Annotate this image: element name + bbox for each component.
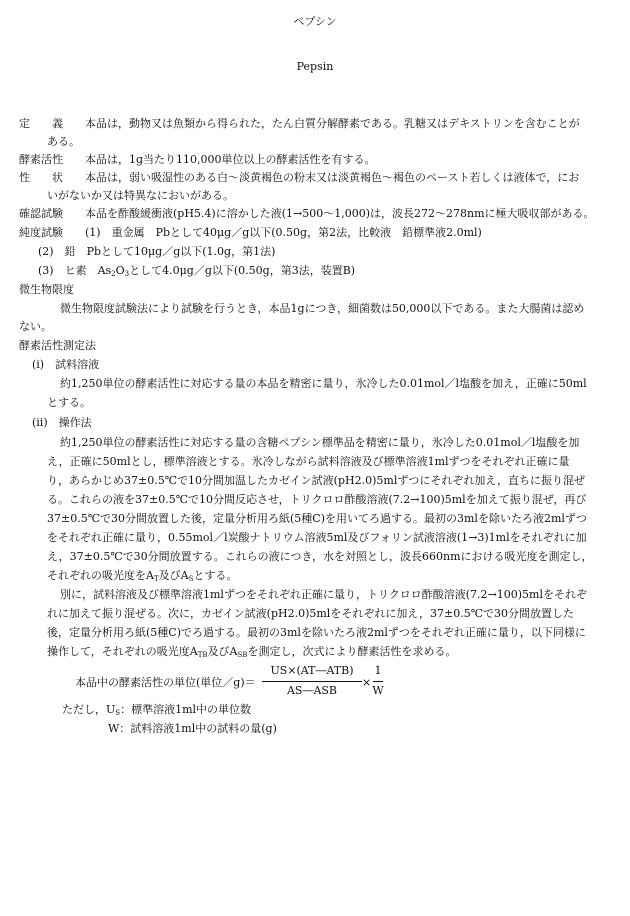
title-english: Pepsin [296, 60, 334, 73]
appearance-label: 性 状 [19, 171, 63, 184]
p1-l8-sub-s: S [188, 575, 194, 583]
sample-solution-line2: とする。 [47, 396, 91, 409]
formula-denominator-w: W [372, 684, 384, 697]
assay-heading: 酵素活性測定法 [19, 339, 96, 352]
where-pre: ただし，U [62, 703, 116, 716]
p1-l8-sub-t: T [153, 575, 159, 583]
purity-item-lead: (2) 鉛 Pbとして10μg／g以下(1.0g，第1法) [38, 245, 276, 258]
arsenic-subscript-2: 2 [111, 270, 116, 278]
enzyme-activity-label: 酵素活性 [19, 153, 63, 166]
formula-numerator-one: 1 [374, 664, 382, 677]
purity-item-heavy-metals: (1) 重金属 Pbとして40μg／g以下(0.50g，第2法，比較液 鉛標準液2.0ml) [85, 226, 482, 239]
identification-text: 本品を酢酸緩衝液(pH5.4)に溶かした液(1→500～1,000)は，波長272～278nmに極大吸収部がある。 [85, 207, 595, 220]
title-japanese: ペプシン [293, 15, 337, 28]
procedure-p1-line4: る。これらの液を37±0.5℃で10分間反応させ，トリクロロ酢酸溶液(7.2→100)5mlを加えて振り混ぜ，再び [47, 493, 587, 506]
formula-times: × [362, 676, 372, 689]
procedure-p1-line1: 約1,250単位の酵素活性に対応する量の含糖ペプシン標準品を精密に量り，氷冷した0.01mol／l塩酸を加 [60, 436, 580, 449]
p1-l8-post: とする。 [193, 569, 238, 582]
microbial-text-line1: 微生物限度試験法により試験を行うとき，本品1gにつき，細菌数は50,000以下である。また大腸菌は認め [60, 302, 585, 315]
procedure-p2-line4 [47, 645, 456, 660]
procedure-p1-line8 [47, 569, 237, 584]
procedure-p1-line2: え，正確に50mlとし，標準溶液とする。氷冷しながら試料溶液及び標準溶液1mlずつをそれぞれ正確に量 [47, 455, 570, 468]
p2-l4-post: を測定し，次式により酵素活性を求める。 [247, 645, 457, 658]
procedure-p2-line1: 別に，試料溶液及び標準溶液1mlずつをそれぞれ正確に量り，トリクロロ酢酸溶液(7.2→100)5mlをそれぞ [60, 588, 587, 601]
microbial-text-line2: ない。 [19, 320, 52, 333]
purity-item-arsenic [38, 264, 355, 279]
arsenic-text-pre: (3) ヒ素 As [38, 264, 112, 277]
purity-label: 純度試験 [19, 226, 63, 239]
p2-l4-sub-tb: TB [197, 651, 208, 659]
procedure-p1-line7: え，37±0.5℃で30分間放置する。これらの液につき，水を対照とし，波長660nmにおける吸光度を測定し， [47, 550, 593, 563]
microbial-heading: 微生物限度 [19, 283, 74, 296]
formula-fraction-weight [372, 664, 384, 698]
formula-fraction-main [262, 664, 362, 698]
formula-fraction-bar [262, 681, 362, 682]
procedure-p1-line6: をそれぞれ正確に量り，0.55mol／l炭酸ナトリウム溶液5ml及びフォリン試液溶液(1→3)1mlをそれぞれに加 [47, 531, 587, 544]
appearance-text-line2: いがないか又は特異なにおいがある。 [47, 189, 234, 202]
arsenic-subscript-3: 3 [124, 270, 130, 278]
p2-l4-mid: 及びA [207, 645, 238, 658]
definition-text-line2: ある。 [47, 135, 80, 148]
formula-fraction-bar-2 [373, 681, 383, 682]
p1-l8-mid: 及びA [158, 569, 189, 582]
appearance-text-line1: 本品は，弱い吸湿性のある白～淡黄褐色の粉末又は淡黄褐色～褐色のペースト若しくは液体で，にお [85, 171, 580, 184]
procedure-p2-line3: 後，定量分析用ろ紙(5種C)でろ過する。最初の3mlを除いたろ液2mlずつをそれぞれ正確に量り，以下同様に [47, 626, 586, 639]
formula-numerator: US×(AT―ATB) [270, 664, 354, 677]
arsenic-text-post: として4.0μg／g以下(0.50g，第3法，装置B) [129, 264, 356, 277]
procedure-p1-line5: 37±0.5℃で30分間放置した後，定量分析用ろ紙(5種C)を用いてろ過する。最初の3mlを除いたろ液2mlずつ [47, 512, 587, 525]
where-sub-s: S [115, 709, 121, 717]
sample-solution-heading: (ⅰ) 試料溶液 [32, 358, 100, 371]
definition-label: 定 義 [19, 117, 63, 130]
where-line2: W：試料溶液1ml中の試料の量(g) [108, 722, 277, 735]
where-post: ：標準溶液1ml中の単位数 [120, 703, 252, 716]
definition-text-line1: 本品は，動物又は魚類から得られた，たん白質分解酵素である。乳糖又はデキストリンを含むことが [85, 117, 580, 130]
procedure-p1-line3: り，あらかじめ37±0.5℃で10分間加温したカゼイン試液(pH2.0)5mlずつにそれぞれ加え，直ちに振り混ぜ [47, 474, 585, 487]
procedure-p2-line2: れに加えて振り混ぜる。次に，カゼイン試液(pH2.0)5mlをそれぞれに加え，37±0.5℃で30分間放置した [47, 607, 574, 620]
p2-l4-pre: 操作して，それぞれの吸光度A [47, 645, 198, 658]
p1-l8-pre: それぞれの吸光度をA [47, 569, 154, 582]
enzyme-activity-text: 本品は，1g当たり110,000単位以上の酵素活性を有する。 [85, 153, 376, 166]
formula-denominator: AS―ASB [286, 684, 338, 697]
procedure-heading: (ⅱ) 操作法 [32, 416, 92, 429]
arsenic-text-mid: O [115, 264, 125, 277]
sample-solution-line1: 約1,250単位の酵素活性に対応する量の本品を精密に量り，氷冷した0.01mol／l塩酸を加え，正確に50ml [60, 377, 587, 390]
identification-label: 確認試験 [19, 207, 63, 220]
where-line1 [62, 703, 251, 718]
p2-l4-sub-sb: SB [237, 651, 248, 659]
formula-lhs: 本品中の酵素活性の単位(単位／g)＝ [75, 676, 256, 689]
